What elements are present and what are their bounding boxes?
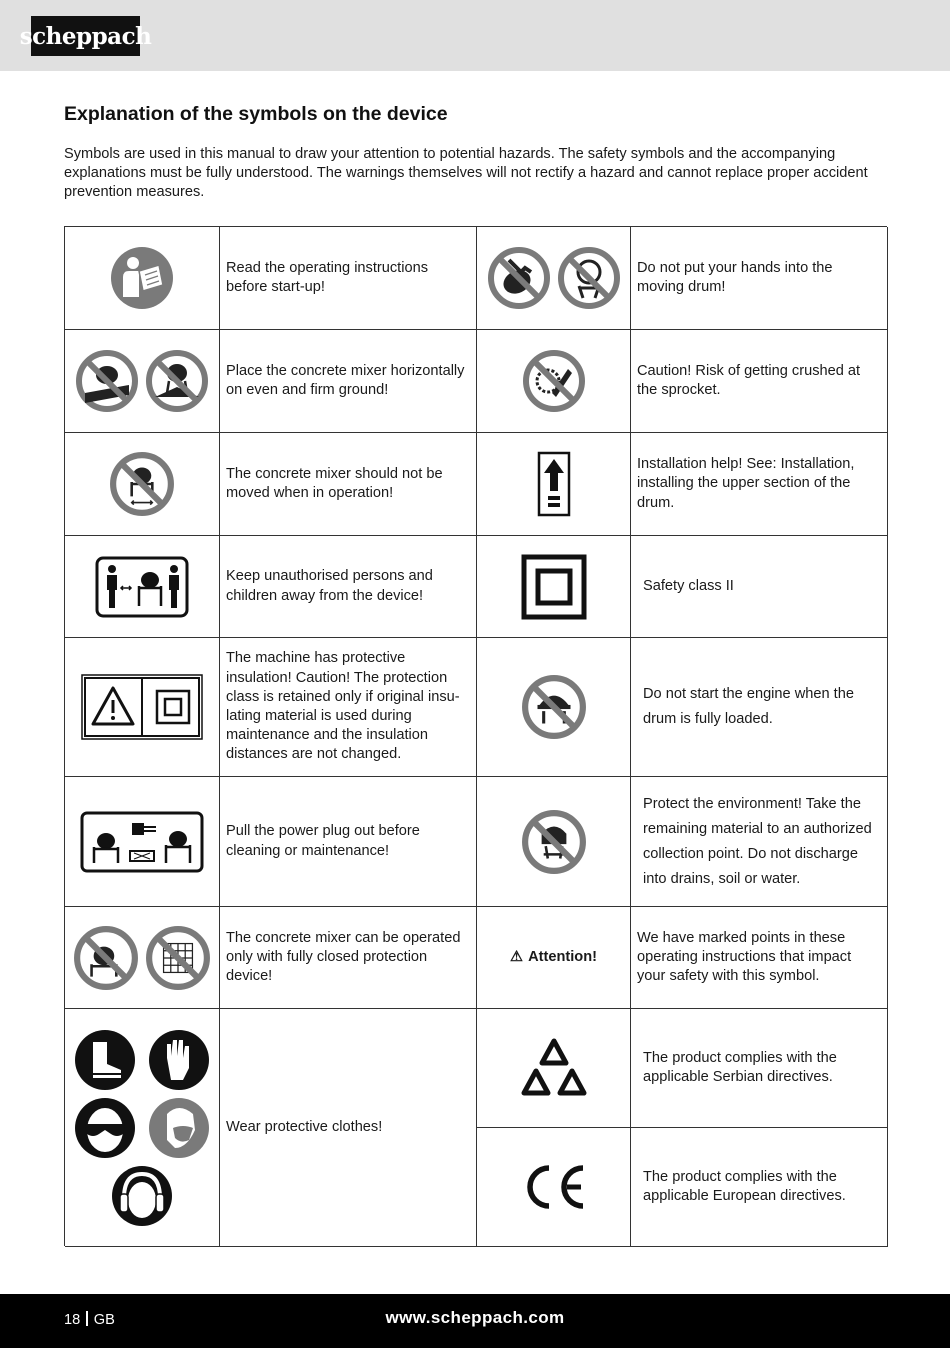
no-move-in-operation-icon: [65, 433, 220, 536]
symbols-table: [64, 226, 887, 1246]
page-title: Explanation of the symbols on the device: [64, 103, 448, 125]
dust-mask-icon: [147, 1096, 211, 1160]
text-safety-class: Safety class II: [631, 536, 888, 638]
text-no-hands-drum: Do not put your hands into the moving drum!: [631, 227, 888, 330]
safety-goggles-icon: [73, 1096, 137, 1160]
text-attention: We have marked points in these operating instructions that impact your safety with this symbol.: [631, 907, 888, 1009]
ear-protection-icon: [110, 1164, 174, 1228]
safety-class-ii-icon: [477, 536, 631, 638]
brand-logo: scheppach: [31, 16, 140, 56]
attention-label: ⚠ Attention!: [477, 907, 631, 1009]
safety-boots-icon: [73, 1028, 137, 1092]
text-unplug: Pull the power plug out before cleaning or maintenance!: [220, 777, 477, 907]
closed-protection-device-icon: [65, 907, 220, 1009]
text-protective-clothing: Wear protective clothes!: [220, 1009, 477, 1247]
website-link[interactable]: www.scheppach.com: [385, 1308, 565, 1327]
text-level-ground: Place the concrete mixer horizontally on even and firm ground!: [220, 330, 477, 433]
page-footer: [0, 1294, 950, 1348]
installation-arrow-icon: [477, 433, 631, 536]
ce-mark-icon: [477, 1128, 631, 1247]
text-protective-insulation: The machine has protective insulation! Caution! The protection class is retained only if original insulating material is used during maintenance and the insulation distances are not changed.: [220, 638, 477, 777]
text-serbian-directives: The product complies with the applicable Serbian directives.: [631, 1009, 888, 1128]
text-installation-help: Installation help! See: Installation, installing the upper section of the drum.: [631, 433, 888, 536]
intro-paragraph: Symbols are used in this manual to draw your attention to potential hazards. The safety symbols and the accompanying explanations must be fully understood. The warnings themselves will not rectify a hazard and cannot replace proper accident prevention measures.: [64, 146, 868, 200]
text-closed-guard: The concrete mixer can be operated only with fully closed protection device!: [220, 907, 477, 1009]
no-start-loaded-icon: [477, 638, 631, 777]
warning-triangle-icon: ⚠: [510, 948, 524, 965]
text-no-start-loaded: Do not start the engine when the drum is fully loaded.: [631, 638, 888, 777]
page-number: 18 GB: [64, 1312, 115, 1328]
safety-gloves-icon: [147, 1028, 211, 1092]
read-manual-icon: [65, 227, 220, 330]
no-hands-in-drum-icon: [477, 227, 631, 330]
protective-clothing-icons: [65, 1009, 220, 1247]
text-no-move: The concrete mixer should not be moved when in operation!: [220, 433, 477, 536]
unplug-before-cleaning-icon: [65, 777, 220, 907]
serbian-conformity-icon: [477, 1009, 631, 1128]
text-european-directives: The product complies with the applicable European directives.: [631, 1128, 888, 1247]
crush-sprocket-icon: [477, 330, 631, 433]
text-keep-away: Keep unauthorised persons and children away from the device!: [220, 536, 477, 638]
text-read-manual: Read the operating instructions before start-up!: [220, 227, 477, 330]
warning-insulation-icon: [65, 638, 220, 777]
text-crush-sprocket: Caution! Risk of getting crushed at the sprocket.: [631, 330, 888, 433]
level-ground-icon: [65, 330, 220, 433]
protect-environment-icon: [477, 777, 631, 907]
keep-persons-away-icon: [65, 536, 220, 638]
text-protect-environment: Protect the environment! Take the remaining material to an authorized collection point. Do not discharge into drains, soil or water.: [631, 777, 888, 907]
page-header: [0, 0, 950, 71]
